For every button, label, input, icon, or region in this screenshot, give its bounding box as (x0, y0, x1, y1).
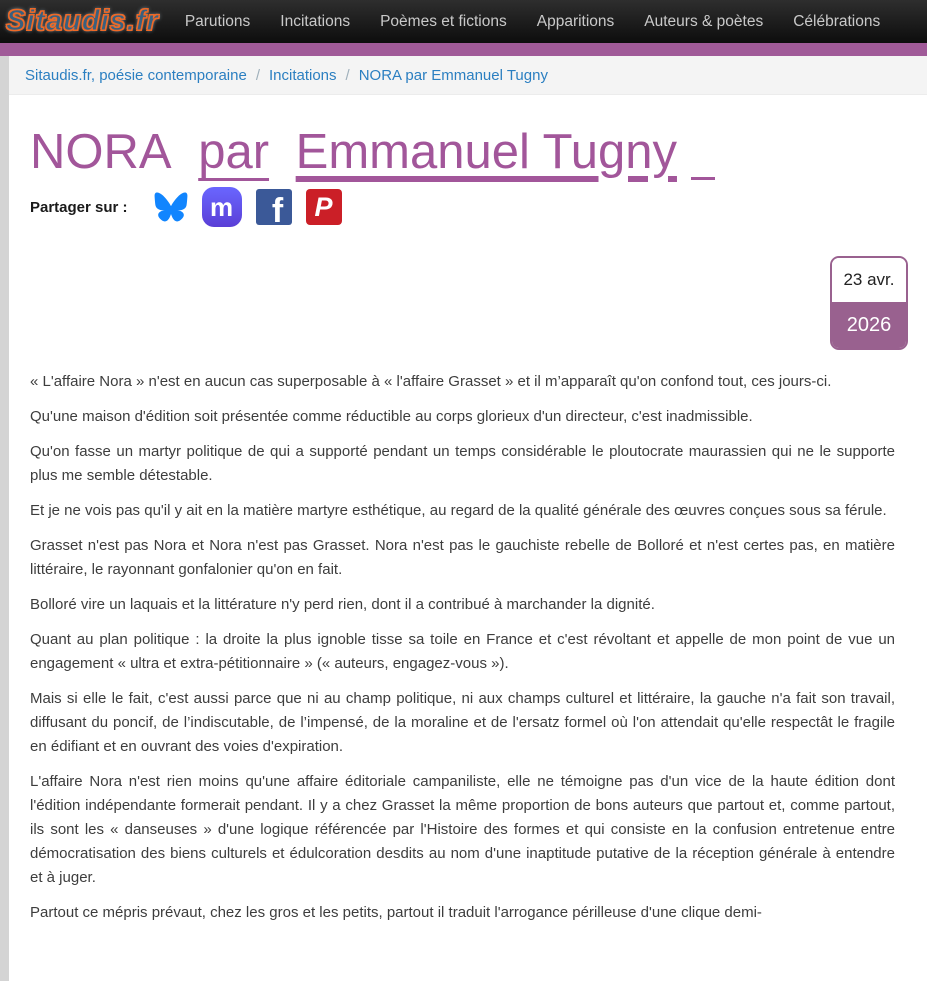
breadcrumb-separator: / (345, 66, 350, 84)
article-body (30, 370, 895, 925)
breadcrumb-incitations-link[interactable]: Incitations (268, 66, 337, 84)
pinterest-share-icon[interactable]: P (306, 189, 342, 225)
paragraph: L'affaire Nora n'est rien moins qu'une affaire éditoriale campaniliste, elle ne témoigne pas d'un vice de la haute édition dont l'édition indépendante formerait pendant. Il y a chez Grasset la même proportion de bons auteurs que partout et, comme partout, ils sont les « danseuses » d'une logique référencée par l'Histoire des formes et qui consiste en la confusion entretenue entre démocratisation des biens culturels et édulcoration desdits au nom d'une inaptitude putative de la réception générale à entendre et à juger. (30, 773, 895, 886)
paragraph: Quant au plan politique : la droite la plus ignoble tisse sa toile en France et c'est révoltant et appelle de mon point de vue un engagement « ultra et extra-pétitionnaire » (« auteurs, engagez-vous »). (30, 631, 895, 672)
share-label: Partager sur : (30, 198, 128, 216)
facebook-share-icon[interactable] (256, 189, 292, 225)
title-connector: par (198, 125, 270, 179)
paragraph: Qu'une maison d'édition soit présentée comme réductible au corps glorieux d'un directeur, c'est inadmissible. (30, 408, 753, 425)
title-underline-tail (691, 170, 715, 180)
paragraph: Et je ne vois pas qu'il y ait en la matière martyre esthétique, au regard de la qualité générale des œuvres conçues sous sa férule. (30, 502, 887, 519)
site-logo[interactable]: Sitaudis.fr (6, 5, 159, 37)
paragraph: Grasset n'est pas Nora et Nora n'est pas Grasset. Nora n'est pas le gauchiste rebelle de Bolloré et n'est certes pas, en matière littéraire, le rayonnant gonfalonier qu'on en fait. (30, 537, 895, 578)
mastodon-share-icon[interactable]: m (202, 187, 242, 227)
facebook-f-glyph: f (271, 192, 284, 225)
date-year: 2026 (832, 302, 906, 348)
nav-item-parutions[interactable]: Parutions (184, 12, 251, 30)
paragraph: Bolloré vire un laquais et la littérature n'y perd rien, dont il a contribué à marchander la dignité. (30, 596, 655, 613)
nav-item-apparitions[interactable]: Apparitions (536, 12, 615, 30)
share-bar (30, 186, 895, 228)
nav-item-poemes-et-fictions[interactable]: Poèmes et fictions (380, 12, 507, 30)
title-prefix: NORA (30, 125, 172, 179)
publication-date-badge (830, 256, 908, 350)
nav-item-celebrations[interactable]: Célébrations (793, 12, 881, 30)
paragraph: Partout ce mépris prévaut, chez les gros et les petits, partout il traduit l'arrogance périlleuse d'une clique demi- (30, 904, 762, 921)
nav-item-auteurs-poetes[interactable]: Auteurs & poètes (644, 12, 764, 30)
breadcrumb-separator: / (255, 66, 260, 84)
purple-divider-bar (0, 43, 927, 56)
article-page (0, 125, 927, 925)
bluesky-share-icon[interactable] (154, 192, 188, 222)
date-day-month: 23 avr. (832, 258, 906, 302)
top-navigation (0, 0, 927, 43)
author-link[interactable]: Emmanuel Tugny (295, 125, 677, 179)
breadcrumb-current-page[interactable]: NORA par Emmanuel Tugny (358, 66, 548, 84)
breadcrumb-home-link[interactable]: Sitaudis.fr, poésie contemporaine (25, 66, 247, 84)
page-title (30, 125, 830, 180)
paragraph: Qu'on fasse un martyr politique de qui a supporté pendant un temps considérable le ploutocrate maurassien qui ne le supporte plus me semble détestable. (30, 443, 895, 484)
paragraph: Mais si elle le fait, c'est aussi parce que ni au champ politique, ni aux champs culturel et littéraire, la gauche n'a fait son travail, diffusant du poncif, de l’indiscutable, de l’impensé, de la moraline et de l'ersatz formel où l'on attendait qu'elle respectât le fragile en édifiant et en ouvrant des voies d'expiration. (30, 690, 895, 755)
paragraph: « L'affaire Nora » n'est en aucun cas superposable à « l'affaire Grasset » et il m’apparaît qu'on confond tout, ces jours-ci. (30, 373, 832, 390)
breadcrumb (0, 56, 927, 95)
nav-item-incitations[interactable]: Incitations (280, 12, 351, 30)
